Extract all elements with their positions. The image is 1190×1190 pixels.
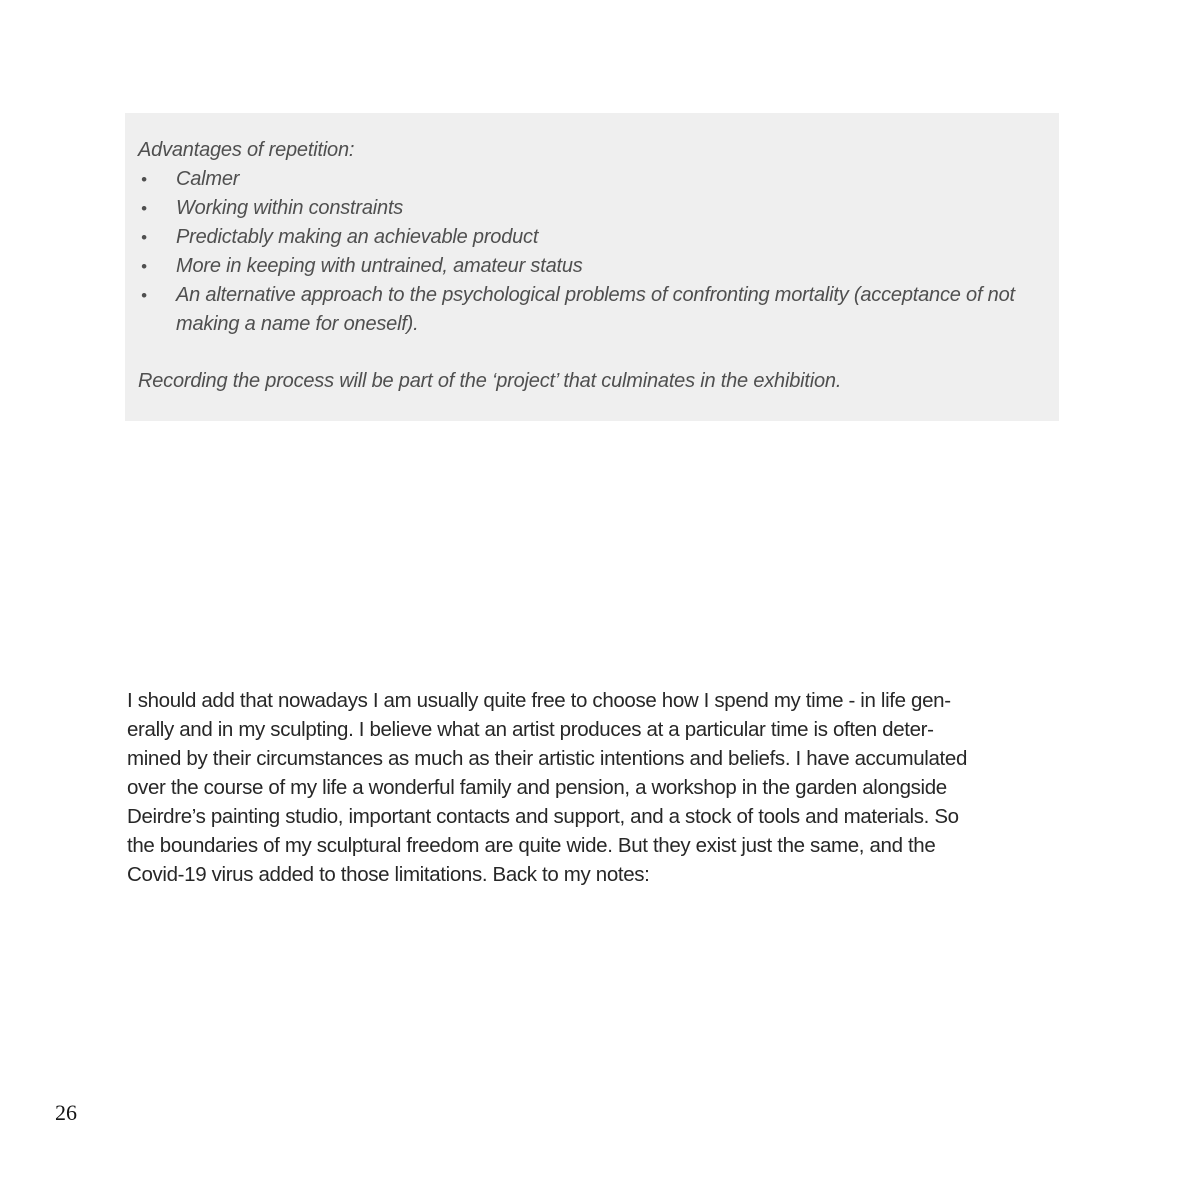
- note-bullet-list: [138, 165, 1045, 339]
- list-item: [138, 281, 1045, 339]
- paragraph-line: over the course of my life a wonderful family and pension, a workshop in the garden alongside: [127, 776, 947, 799]
- bullet-icon: •: [141, 286, 147, 305]
- bullet-text: Working within constraints: [176, 197, 404, 219]
- list-item: [138, 223, 1045, 252]
- body-paragraph: [127, 686, 1137, 889]
- bullet-text: Predictably making an achievable product: [176, 226, 539, 248]
- bullet-icon: •: [141, 228, 147, 247]
- bullet-text: More in keeping with untrained, amateur status: [176, 255, 583, 277]
- bullet-icon: •: [141, 170, 147, 189]
- paragraph-line: the boundaries of my sculptural freedom are quite wide. But they exist just the same, and the: [127, 834, 936, 857]
- page-number: 26: [55, 1100, 77, 1125]
- note-box-footer: Recording the process will be part of the ‘project’ that culminates in the exhibition.: [138, 370, 842, 392]
- paragraph-line: Deirdre’s painting studio, important contacts and support, and a stock of tools and materials. So: [127, 805, 959, 828]
- bullet-text: Calmer: [176, 168, 240, 190]
- paragraph-line: erally and in my sculpting. I believe what an artist produces at a particular time is often deter-: [127, 718, 934, 741]
- paragraph-line: Covid-19 virus added to those limitations. Back to my notes:: [127, 863, 650, 886]
- paragraph-line: mined by their circumstances as much as their artistic intentions and beliefs. I have accumulated: [127, 747, 967, 770]
- list-item: [138, 252, 1045, 281]
- bullet-icon: •: [141, 257, 147, 276]
- note-box-heading: Advantages of repetition:: [138, 139, 355, 161]
- paragraph-line: I should add that nowadays I am usually quite free to choose how I spend my time - in life gen-: [127, 689, 951, 712]
- list-item: [138, 165, 1045, 194]
- bullet-text: An alternative approach to the psychological problems of confronting mortality (acceptance of not making a name for oneself).: [176, 284, 1015, 335]
- bullet-icon: •: [141, 199, 147, 218]
- list-item: [138, 194, 1045, 223]
- note-box: [125, 113, 1059, 421]
